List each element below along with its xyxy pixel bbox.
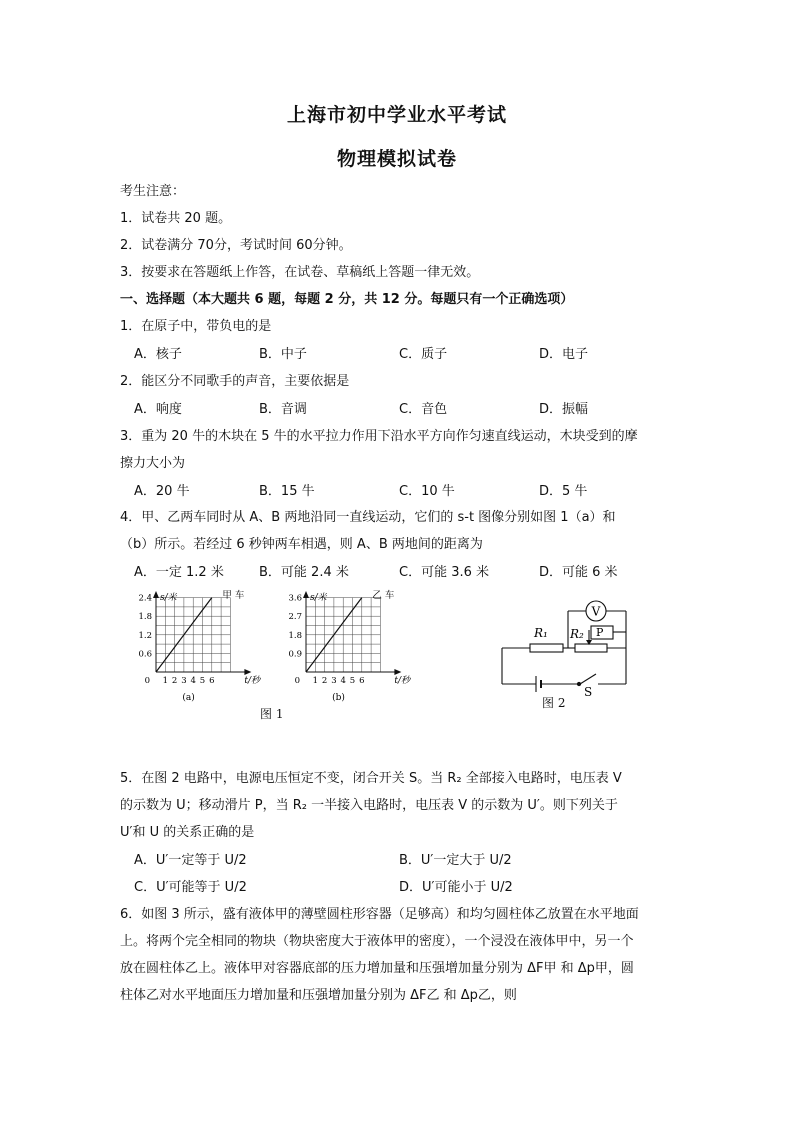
- x-tick-label: 2: [321, 676, 328, 686]
- option-c: C．可能 3.6 米: [399, 565, 490, 580]
- option-d: D．可能 6 米: [539, 565, 618, 580]
- question-stem: 柱体乙对水平地面压力增加量和压强增加量分别为 ΔF乙 和 Δp乙，则: [120, 988, 517, 1003]
- x-axis-arrow: [244, 669, 251, 675]
- exam-title: 上海市初中学业水平考试: [286, 104, 507, 126]
- y-tick-label: 1.2: [138, 630, 152, 641]
- option-b: B．音调: [259, 402, 307, 417]
- option-b: B．U′一定大于 U/2: [399, 853, 512, 868]
- x-tick-label: 3: [181, 676, 187, 686]
- y-axis-label: s/米: [310, 593, 327, 603]
- graph-label: (a): [182, 693, 195, 703]
- x-tick-label: 2: [171, 676, 178, 686]
- option-d: D．振幅: [539, 402, 589, 417]
- option-a: A．20 牛: [134, 484, 190, 499]
- figure1-caption: 图 1: [260, 707, 284, 721]
- question-stem: 5．在图 2 电路中，电源电压恒定不变，闭合开关 S。当 R₂ 全部接入电路时，电压表 V: [120, 771, 622, 786]
- figure2-caption: 图 2: [542, 696, 566, 710]
- graph-label: (b): [332, 693, 345, 703]
- option-b: B．可能 2.4 米: [259, 565, 349, 580]
- question-stem: （b）所示。若经过 6 秒钟两车相遇，则 A、B 两地间的距离为: [120, 537, 483, 552]
- origin-label: 0: [294, 676, 300, 686]
- switch-s: [580, 674, 596, 684]
- figure2-circuit: [490, 596, 640, 708]
- question-stem: 3．重为 20 牛的木块在 5 牛的水平拉力作用下沿水平方向作匀速直线运动，木块受到的摩: [120, 429, 638, 444]
- x-tick-label: 1: [162, 676, 169, 686]
- x-axis-label: t/秒: [244, 676, 261, 686]
- x-tick-label: 5: [349, 676, 356, 686]
- origin-label: 0: [144, 676, 150, 686]
- y-tick-label: 2.7: [288, 612, 302, 623]
- option-b: B．中子: [259, 347, 307, 362]
- option-a: A．核子: [134, 347, 182, 362]
- x-tick-label: 3: [331, 676, 337, 686]
- option-a: A．U′一定等于 U/2: [134, 853, 247, 868]
- notice-item: 3．按要求在答题纸上作答，在试卷、草稿纸上答题一律无效。: [120, 265, 480, 280]
- resistor-r1: [530, 644, 563, 652]
- option-c: C．U′可能等于 U/2: [134, 880, 247, 895]
- y-tick-label: 1.8: [138, 612, 152, 623]
- question-stem: 上。将两个完全相同的物块（物块密度大于液体甲的密度），一个浸没在液体甲中，另一个: [120, 934, 634, 949]
- question-stem: 擦力大小为: [120, 456, 186, 471]
- x-tick-label: 4: [340, 676, 346, 686]
- option-a: A．响度: [134, 402, 182, 417]
- x-axis-arrow: [394, 669, 401, 675]
- resistor-r2: [575, 644, 607, 652]
- y-axis-arrow: [303, 591, 309, 598]
- label-r1: R₁: [534, 626, 548, 640]
- question-stem: 4．甲、乙两车同时从 A、B 两地沿同一直线运动，它们的 s-t 图像分别如图 1（a）和: [120, 510, 616, 525]
- y-tick-label: 0.6: [138, 649, 152, 660]
- option-b: B．15 牛: [259, 484, 315, 499]
- option-a: A．一定 1.2 米: [134, 565, 224, 580]
- x-tick-label: 5: [199, 676, 206, 686]
- label-r2: R₂: [570, 627, 584, 641]
- car-label: 乙 车: [372, 590, 395, 601]
- figure1-graph-a: [130, 588, 270, 706]
- question-stem: 1．在原子中，带负电的是: [120, 319, 272, 334]
- notice-item: 1．试卷共 20 题。: [120, 211, 232, 226]
- question-stem: U′和 U 的关系正确的是: [120, 825, 255, 840]
- x-tick-label: 6: [359, 676, 365, 686]
- y-tick-label: 1.8: [288, 630, 302, 641]
- label-p: P: [596, 626, 604, 639]
- question-stem: 的示数为 U；移动滑片 P，当 R₂ 一半接入电路时，电压表 V 的示数为 U′。则下列关于: [120, 798, 618, 813]
- x-tick-label: 4: [190, 676, 196, 686]
- x-tick-label: 6: [209, 676, 215, 686]
- y-tick-label: 2.4: [138, 593, 152, 604]
- notice-item: 2．试卷满分 70分，考试时间 60分钟。: [120, 238, 352, 253]
- label-v: V: [591, 604, 601, 619]
- option-d: D．5 牛: [539, 484, 588, 499]
- question-stem: 放在圆柱体乙上。液体甲对容器底部的压力增加量和压强增加量分别为 ΔF甲 和 Δp甲，圆: [120, 961, 634, 976]
- y-axis-arrow: [153, 591, 159, 598]
- option-d: D．U′可能小于 U/2: [399, 880, 513, 895]
- notice-heading: 考生注意：: [120, 184, 186, 199]
- label-s: S: [584, 685, 593, 699]
- car-label: 甲 车: [222, 590, 245, 601]
- option-c: C．10 牛: [399, 484, 455, 499]
- section-heading: 一、选择题（本大题共 6 题，每题 2 分，共 12 分。每题只有一个正确选项）: [120, 292, 574, 307]
- figure1-graph-b: [280, 588, 420, 706]
- option-c: C．音色: [399, 402, 448, 417]
- exam-subtitle: 物理模拟试卷: [336, 148, 457, 170]
- question-stem: 2．能区分不同歌手的声音，主要依据是: [120, 374, 350, 389]
- option-d: D．电子: [539, 347, 589, 362]
- option-c: C．质子: [399, 347, 448, 362]
- y-tick-label: 3.6: [288, 593, 302, 604]
- question-stem: 6．如图 3 所示，盛有液体甲的薄壁圆柱形容器（足够高）和均匀圆柱体乙放置在水平地面: [120, 907, 639, 922]
- x-axis-label: t/秒: [394, 676, 411, 686]
- y-axis-label: s/米: [160, 593, 177, 603]
- y-tick-label: 0.9: [288, 649, 302, 660]
- x-tick-label: 1: [312, 676, 319, 686]
